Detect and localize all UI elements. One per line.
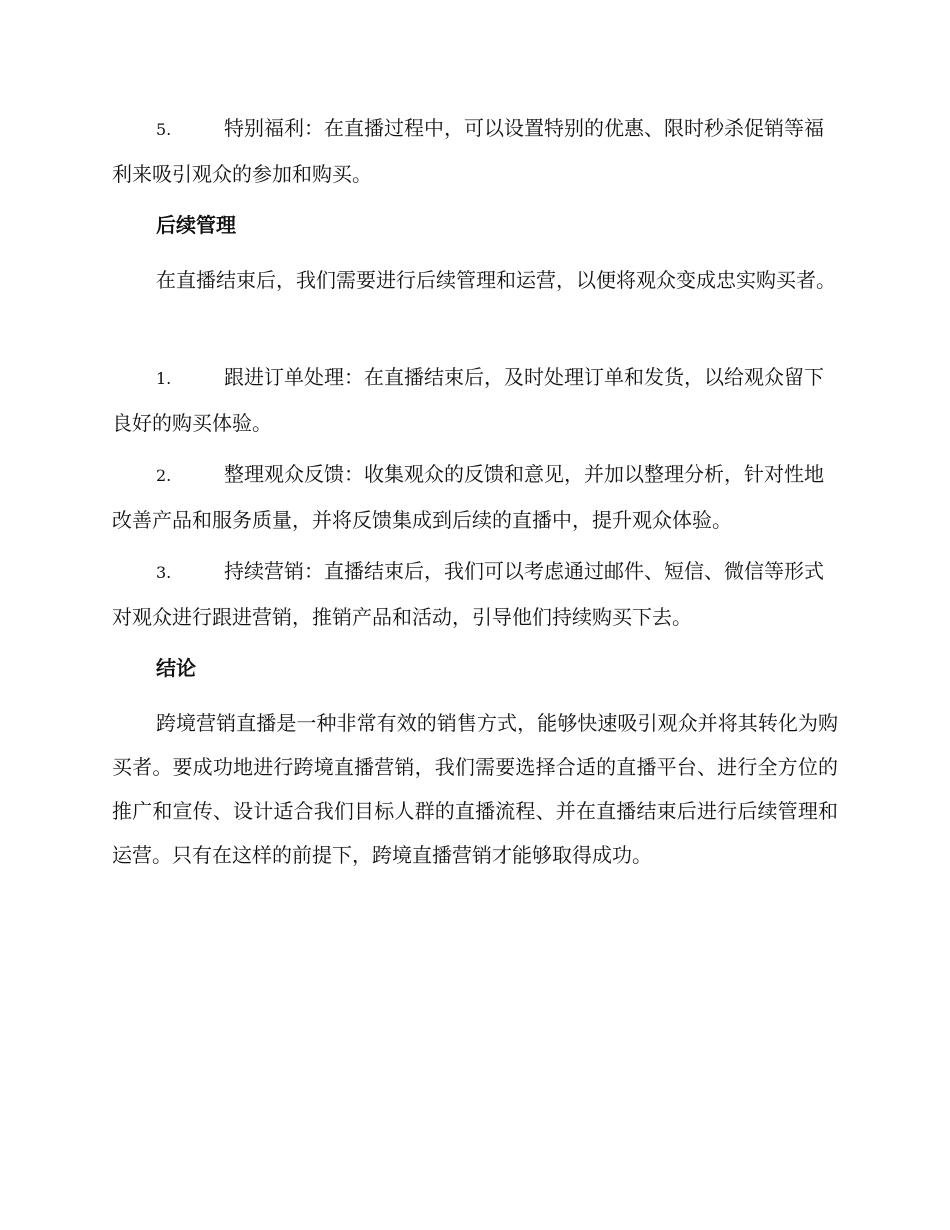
list-item-3: [112, 549, 838, 639]
list-item-2: [112, 452, 838, 542]
list-text: 特别福利：在直播过程中，可以设置特别的优惠、限时秒杀促销等福利来吸引观众的参加和购买。: [112, 116, 824, 186]
list-number: 1.: [156, 369, 172, 388]
list-number: 3.: [156, 563, 172, 582]
list-number: 2.: [156, 466, 172, 485]
list-text: 跟进订单处理：在直播结束后，及时处理订单和发货，以给观众留下良好的购买体验。: [112, 365, 824, 435]
list-text: 持续营销：直播结束后，我们可以考虑通过邮件、短信、微信等形式对观众进行跟进营销，推销产品和活动，引导他们持续购买下去。: [112, 559, 824, 629]
list-item-1: [112, 355, 838, 445]
followup-intro-paragraph: 在直播结束后，我们需要进行后续管理和运营，以便将观众变成忠实购买者。: [156, 268, 836, 292]
section-heading-followup: 后续管理: [156, 213, 236, 237]
section-heading-conclusion: 结论: [156, 656, 196, 680]
list-number: 5.: [156, 120, 172, 139]
list-text: 整理观众反馈：收集观众的反馈和意见，并加以整理分析，针对性地改善产品和服务质量，并将反馈集成到后续的直播中，提升观众体验。: [112, 462, 824, 532]
conclusion-paragraph: 跨境营销直播是一种非常有效的销售方式，能够快速吸引观众并将其转化为购买者。要成功地进行跨境直播营销，我们需要选择合适的直播平台、进行全方位的推广和宣传、设计适合我们目标人群的直播流程、并在直播结束后进行后续管理和运营。只有在这样的前提下，跨境直播营销才能够取得成功。: [112, 711, 838, 867]
list-item-5: [112, 106, 838, 196]
